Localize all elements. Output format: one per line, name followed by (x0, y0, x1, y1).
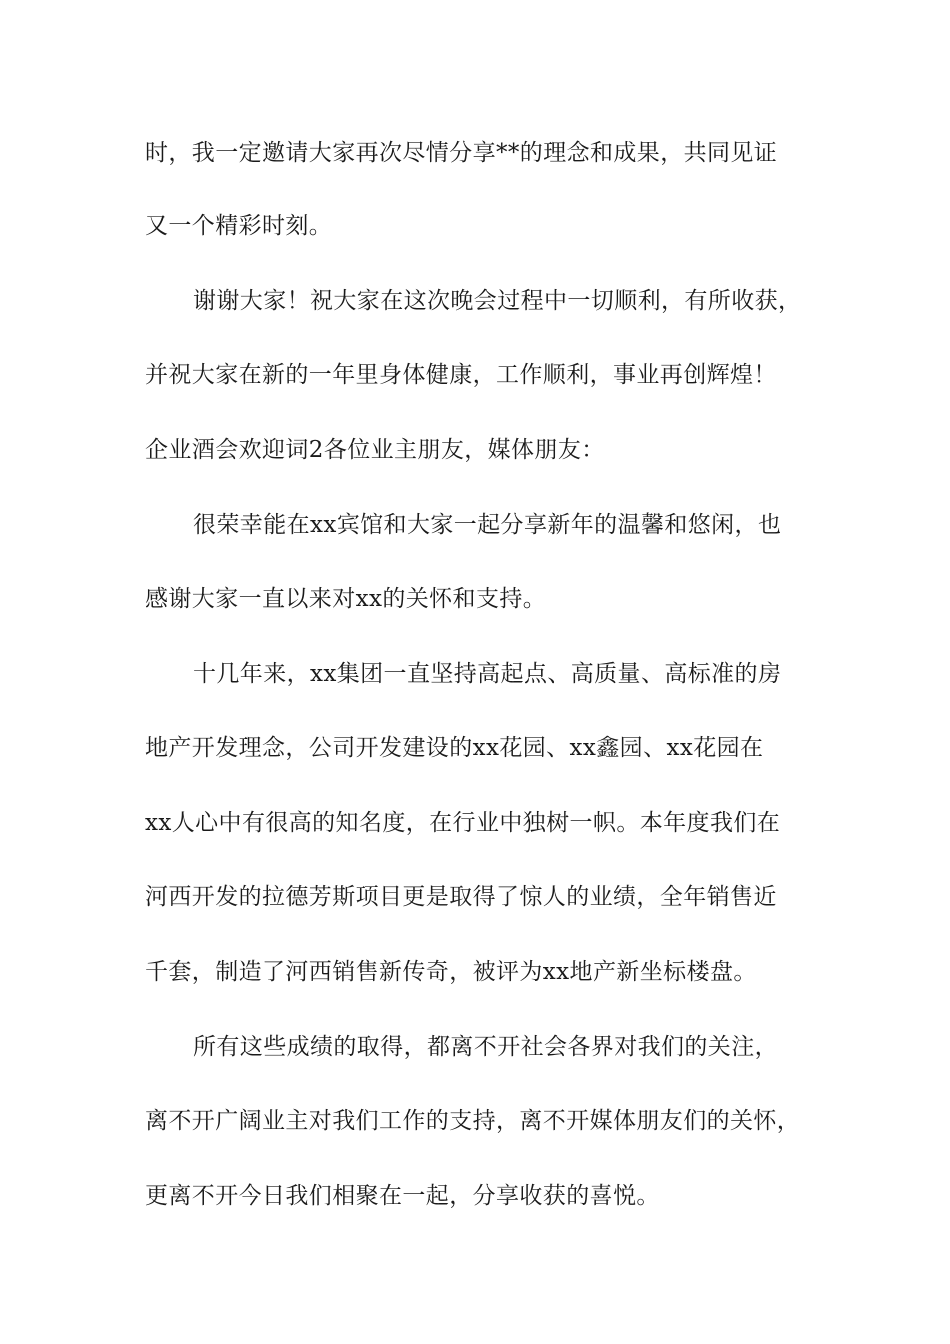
text-line: 感谢大家一直以来对xx的关怀和支持。 (145, 586, 547, 612)
paragraph-first-line: 谢谢大家！祝大家在这次晚会过程中一切顺利，有所收获， (193, 288, 802, 314)
text-line: xx人心中有很高的知名度，在行业中独树一帜。本年度我们在 (145, 810, 781, 836)
text-line: 地产开发理念，公司开发建设的xx花园、xx鑫园、xx花园在 (145, 735, 764, 761)
text-line: 千套，制造了河西销售新传奇，被评为xx地产新坐标楼盘。 (145, 959, 757, 985)
paragraph-first-line: 十几年来，xx集团一直坚持高起点、高质量、高标准的房 (193, 661, 782, 687)
text-line: 更离不开今日我们相聚在一起，分享收获的喜悦。 (145, 1183, 660, 1209)
text-line: 又一个精彩时刻。 (145, 213, 333, 239)
text-line: 并祝大家在新的一年里身体健康，工作顺利，事业再创辉煌！ (145, 362, 777, 388)
paragraph-first-line: 很荣幸能在xx宾馆和大家一起分享新年的温馨和悠闲，也 (193, 512, 782, 538)
section-heading-line: 企业酒会欢迎词2各位业主朋友，媒体朋友： (145, 437, 605, 463)
text-line: 离不开广阔业主对我们工作的支持，离不开媒体朋友们的关怀， (145, 1108, 801, 1134)
text-line: 时，我一定邀请大家再次尽情分享**的理念和成果，共同见证 (145, 140, 778, 166)
paragraph-first-line: 所有这些成绩的取得，都离不开社会各界对我们的关注， (193, 1034, 778, 1060)
text-line: 河西开发的拉德芳斯项目更是取得了惊人的业绩，全年销售近 (145, 884, 777, 910)
